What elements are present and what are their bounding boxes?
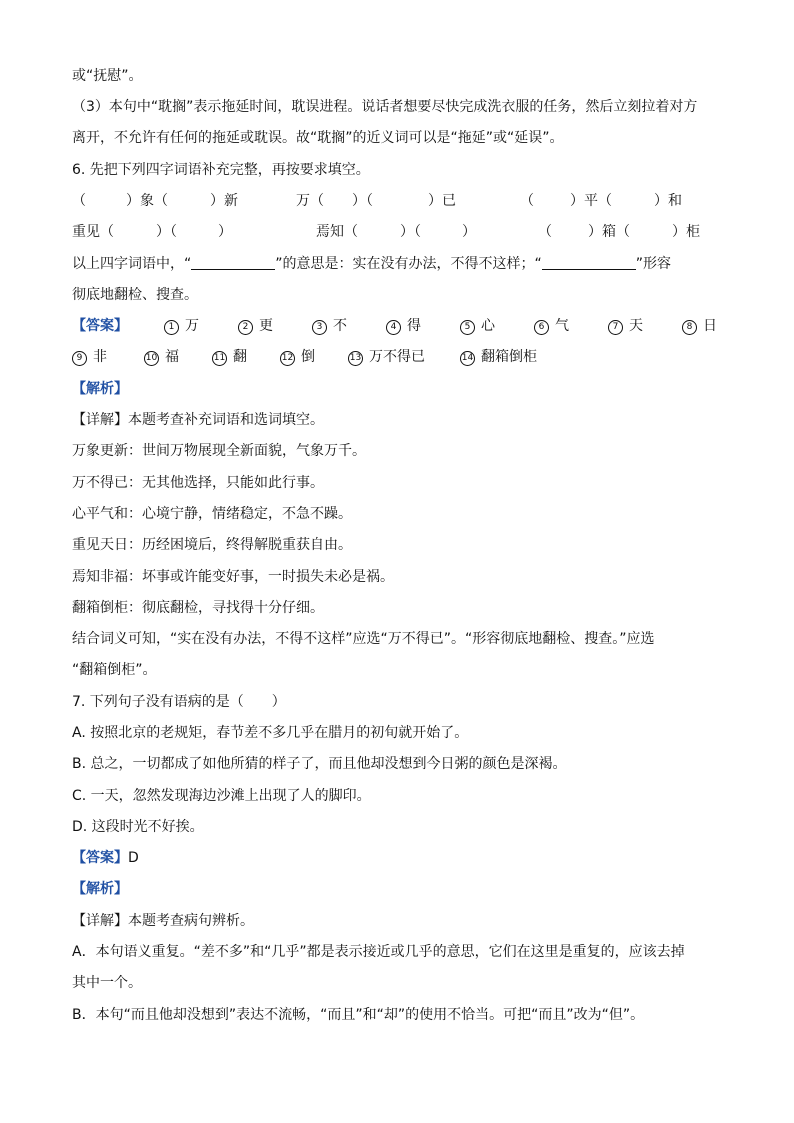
explain-line: 结合词义可知，“实在没有办法，不得不这样”应选“万不得已”。“形容彻底地翻检、搜查。”应选 bbox=[72, 631, 655, 647]
fill-token: ）（ bbox=[400, 224, 421, 240]
fill-token: ）象（ bbox=[126, 193, 168, 209]
sentence-part: ”的意思是：实在没有办法，不得不这样；“ bbox=[275, 256, 542, 272]
fill-token: ） bbox=[218, 224, 232, 240]
q6-fill-sentence bbox=[72, 254, 671, 274]
answer-item: 13 万不得已 bbox=[349, 349, 425, 365]
answer-item: 14 翻箱倒柜 bbox=[461, 349, 537, 365]
answer-item: 5 心 bbox=[460, 316, 495, 336]
answer-item: 12 倒 bbox=[281, 349, 315, 365]
text-line: 离开，不允许有任何的拖延或耽误。故“耽搁”的近义词可以是“拖延”或“延误”。 bbox=[72, 130, 564, 146]
answer-blank bbox=[542, 255, 636, 270]
answer-item: 2 更 bbox=[238, 316, 273, 336]
fill-token: ）和 bbox=[654, 193, 682, 209]
answer-item: 7 天 bbox=[608, 316, 643, 336]
answer-blank bbox=[191, 255, 275, 270]
fill-token: ） bbox=[462, 224, 476, 240]
sentence-part: 以上四字词语中，“ bbox=[72, 256, 192, 272]
fill-token: ）箱（ bbox=[588, 224, 630, 240]
fill-token: ）（ bbox=[352, 193, 373, 209]
fill-token: ）平（ bbox=[570, 193, 612, 209]
fill-token: ）新 bbox=[210, 193, 238, 209]
question-7-stem: 7. 下列句子没有语病的是（ ） bbox=[72, 694, 286, 710]
answer-value: D bbox=[128, 850, 139, 866]
explain-line: 其中一个。 bbox=[72, 975, 142, 991]
answer-item: 11 翻 bbox=[213, 349, 247, 365]
detail-line: 【详解】本题考查病句辨析。 bbox=[72, 913, 254, 929]
answer-item: 10 福 bbox=[145, 349, 179, 365]
explain-line: 心平气和：心境宁静，情绪稳定，不急不躁。 bbox=[72, 506, 352, 522]
explain-line: 万不得已：无其他选择，只能如此行事。 bbox=[72, 475, 324, 491]
sentence-part: ”形容 bbox=[635, 256, 672, 272]
fill-token: ）（ bbox=[156, 224, 177, 240]
fill-token: （ bbox=[72, 193, 86, 209]
analysis-label: 【解析】 bbox=[72, 381, 128, 397]
q7-answer bbox=[72, 848, 139, 868]
analysis-label: 【解析】 bbox=[72, 881, 128, 897]
option-b: B. 总之，一切都成了如他所猜的样子了，而且他却没想到今日粥的颜色是深褐。 bbox=[72, 756, 567, 772]
explain-line: 焉知非福：坏事或许能变好事，一时损失未必是祸。 bbox=[72, 569, 394, 585]
text-line: 或“抚慰”。 bbox=[72, 68, 143, 84]
fill-token: 焉知（ bbox=[316, 224, 358, 240]
answer-item: 4 得 bbox=[386, 316, 421, 336]
explain-line: 重见天日：历经困境后，终得解脱重获自由。 bbox=[72, 537, 352, 553]
answer-item: 8 日 bbox=[682, 316, 717, 336]
fill-token: ）已 bbox=[428, 193, 456, 209]
fill-token: （ bbox=[520, 193, 534, 209]
answer-item: 3 不 bbox=[312, 316, 347, 336]
answer-label: 【答案】 bbox=[72, 850, 128, 866]
explain-line: “翻箱倒柜”。 bbox=[72, 662, 157, 678]
fill-token: 万（ bbox=[296, 193, 324, 209]
answer-label: 【答案】 bbox=[72, 318, 128, 334]
text-line: （3）本句中“耽搁”表示拖延时间，耽误进程。说话者想要尽快完成洗衣服的任务，然后立刻拉着对方 bbox=[72, 99, 698, 115]
fill-token: ）柜 bbox=[672, 224, 700, 240]
option-c: C. 一天，忽然发现海边沙滩上出现了人的脚印。 bbox=[72, 788, 371, 804]
answer-item: 9 非 bbox=[72, 347, 107, 367]
text-line: 彻底地翻检、搜查。 bbox=[72, 287, 198, 303]
option-d: D. 这段时光不好挨。 bbox=[72, 819, 204, 835]
answer-item: 6 气 bbox=[534, 316, 569, 336]
explain-line: A．本句语义重复。“差不多”和“几乎”都是表示接近或几乎的意思，它们在这里是重复的，应该去掉 bbox=[72, 944, 685, 960]
fill-token: 重见（ bbox=[72, 224, 114, 240]
explain-line: 翻箱倒柜：彻底翻检，寻找得十分仔细。 bbox=[72, 600, 324, 616]
question-6-stem: 6. 先把下列四字词语补充完整，再按要求填空。 bbox=[72, 162, 370, 178]
detail-line: 【详解】本题考查补充词语和选词填空。 bbox=[72, 412, 324, 428]
explain-line: B．本句“而且他却没想到”表达不流畅，“而且”和“却”的使用不恰当。可把“而且”改为“但”。 bbox=[72, 1007, 645, 1023]
answer-item: 1 万 bbox=[164, 316, 199, 336]
option-a: A. 按照北京的老规矩，春节差不多几乎在腊月的初旬就开始了。 bbox=[72, 725, 469, 741]
fill-token: （ bbox=[538, 224, 552, 240]
explain-line: 万象更新：世间万物展现全新面貌，气象万千。 bbox=[72, 443, 366, 459]
